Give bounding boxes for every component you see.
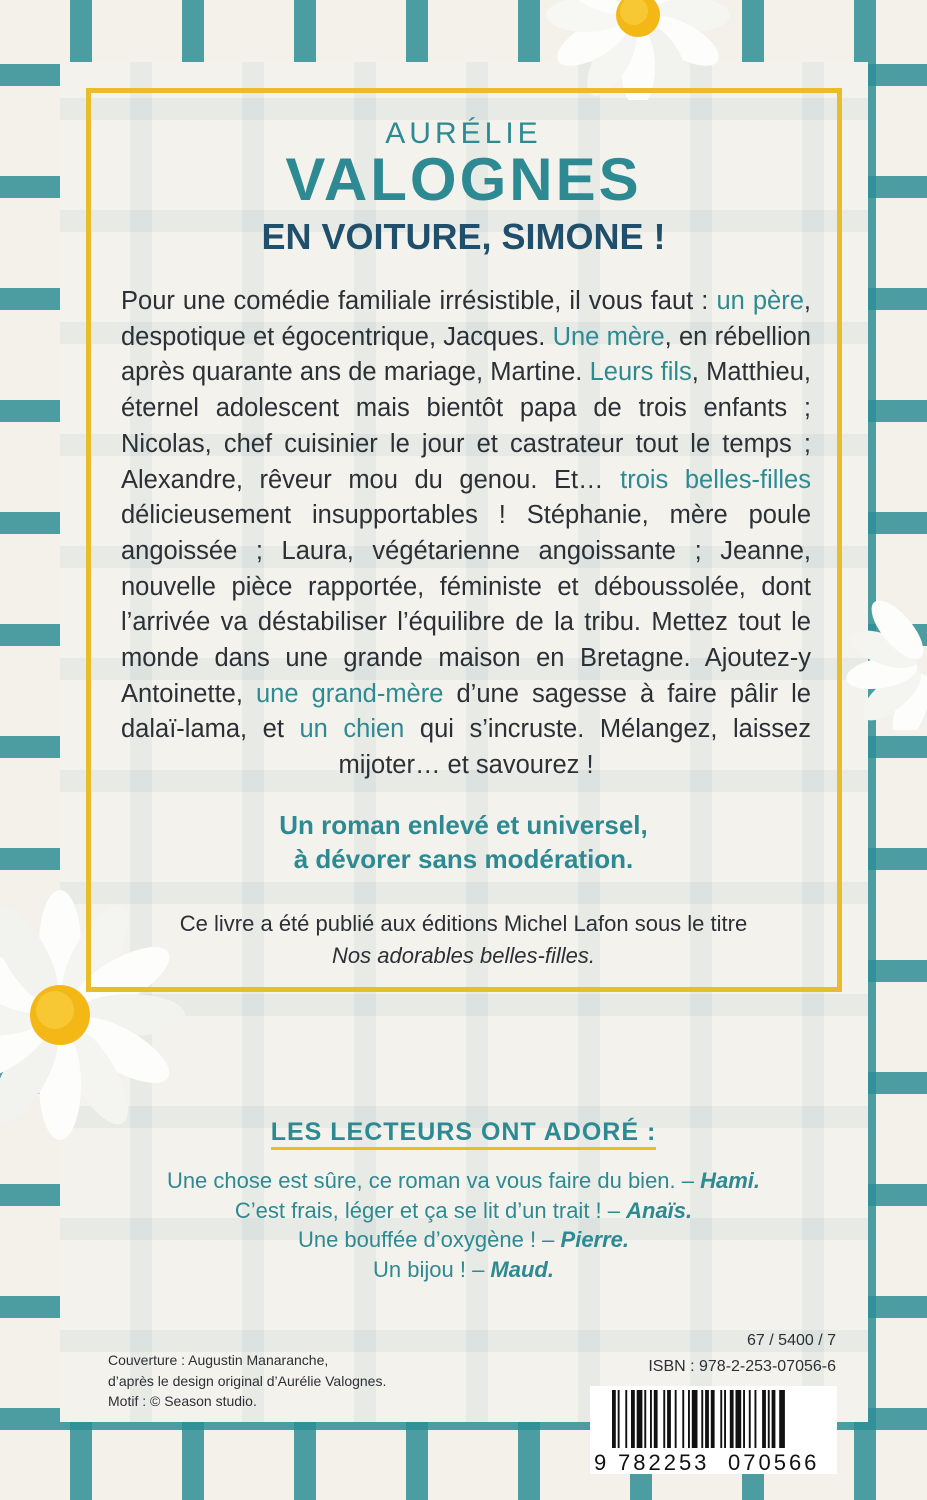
publication-note-line: Ce livre a été publié aux éditions Michel Lafon sous le titre <box>179 911 748 936</box>
blurb-highlight: Une mère <box>552 322 665 351</box>
blurb-text: , Matthieu, éternel adolescent mais bientôt papa de trois enfants ; Nicolas, chef cuisinier le jour et castrateur tout le temps ; Alexandre, rêveur mou du genou. Et… <box>121 358 811 494</box>
barcode-digits-group2: 070566 <box>728 1450 820 1474</box>
quote-text: C’est frais, léger et ça se lit d’un trait ! – <box>234 1197 627 1223</box>
author-last-name: VALOGNES <box>285 146 642 213</box>
credit-line: Couverture : Augustin Manaranche, <box>108 1352 329 1368</box>
readers-heading <box>0 1118 927 1147</box>
reader-quote <box>0 1166 927 1196</box>
book-codes <box>560 1328 836 1380</box>
quote-text: Une bouffée d’oxygène ! – <box>297 1227 561 1252</box>
quote-text: Un bijou ! – <box>373 1256 491 1282</box>
barcode-digit-first: 9 <box>594 1450 607 1474</box>
barcode-icon <box>590 1386 837 1474</box>
tagline-line: Un roman enlevé et universel, <box>279 810 648 840</box>
blurb-text: qui s’incruste. Mélangez, laissez mijoter… et savourez ! <box>338 715 811 780</box>
author-first-name: AURÉLIE <box>385 117 542 150</box>
barcode-digits-group1: 782253 <box>618 1450 710 1474</box>
barcode-graphic <box>590 1386 837 1474</box>
reader-quote <box>0 1255 927 1285</box>
tagline <box>0 808 927 876</box>
daisy-flower-icon <box>845 600 927 730</box>
publication-note <box>0 908 927 972</box>
blurb-highlight: un père <box>716 287 804 315</box>
readers-heading-text: LES LECTEURS ONT ADORÉ : <box>271 1118 657 1150</box>
blurb-text: d’une sagesse à faire pâlir le dalaï-lama, et <box>121 679 811 744</box>
blurb-text: , despotique et égocentrique, Jacques. <box>121 287 811 351</box>
blurb-highlight: une grand-mère <box>256 679 444 708</box>
blurb-highlight: un chien <box>299 715 405 744</box>
blurb-highlight: trois belles-filles <box>620 465 811 494</box>
reader-quotes <box>0 1166 927 1284</box>
blurb-paragraph <box>121 284 811 784</box>
book-title: EN VOITURE, SIMONE ! <box>261 216 666 257</box>
tagline-line: à dévorer sans modération. <box>293 844 634 874</box>
credit-line: d’après le design original d’Aurélie Valognes. <box>108 1372 387 1389</box>
cover-credits <box>108 1350 438 1412</box>
blurb-text: Pour une comédie familiale irrésistible, il vous faut : <box>121 287 717 315</box>
blurb-highlight: Leurs fils <box>589 358 692 387</box>
blurb-text: , en rébellion après quarante ans de mariage, Martine. <box>121 322 811 387</box>
quote-text: Une chose est sûre, ce roman va vous faire du bien. – <box>166 1168 701 1193</box>
original-title: Nos adorables belles-filles. <box>332 943 595 968</box>
quote-author: Pierre. <box>560 1227 630 1252</box>
blurb-text: délicieusement insupportables ! Stéphanie, mère poule angoissée ; Laura, végétarienne angoissante ; Jeanne, nouvelle pièce rapportée, féministe et déboussolée, dont l’arrivée va déstabiliser l’équilibre de la tribu. Mettez tout le monde dans une grande maison en Bretagne. Ajoutez-y Antoinette, <box>121 501 811 708</box>
quote-author: Maud. <box>490 1256 554 1282</box>
quote-author: Hami. <box>700 1168 761 1193</box>
reader-quote <box>0 1225 927 1255</box>
quote-author: Anaïs. <box>626 1197 693 1223</box>
reader-quote <box>0 1196 927 1226</box>
credit-line: Motif : © Season studio. <box>108 1393 257 1409</box>
daisy-flower-icon <box>538 0 738 100</box>
isbn: ISBN : 978-2-253-07056-6 <box>648 1358 836 1375</box>
reference-code: 67 / 5400 / 7 <box>747 1332 836 1349</box>
